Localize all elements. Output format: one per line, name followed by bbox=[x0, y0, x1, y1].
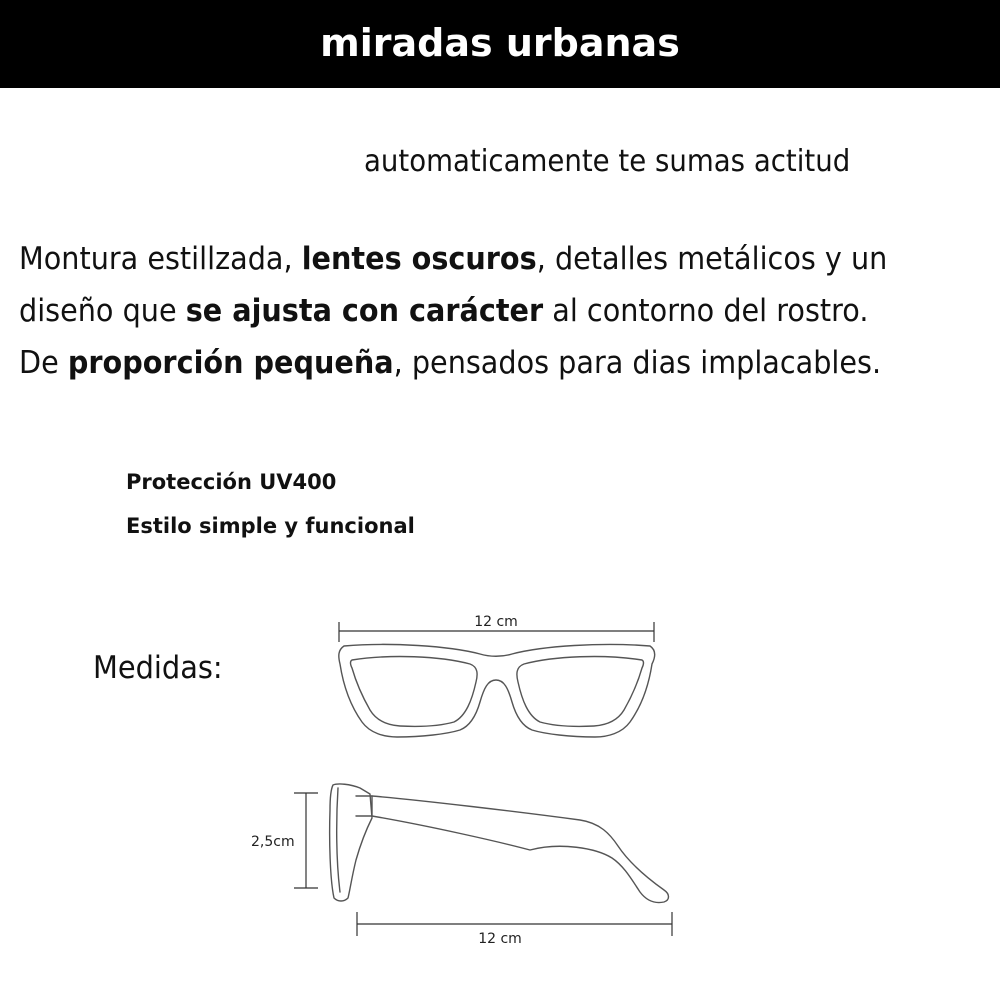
description-line-1 bbox=[19, 233, 935, 285]
side-length-label: 12 cm bbox=[478, 931, 522, 947]
side-length-dimension bbox=[357, 912, 672, 936]
measurements-label: Medidas: bbox=[93, 650, 223, 686]
feature-list bbox=[126, 460, 415, 548]
text-run: al contorno del rostro. bbox=[543, 293, 869, 329]
glasses-side-icon bbox=[330, 784, 669, 903]
description-line-2 bbox=[19, 285, 935, 337]
bold-run: lentes oscuros bbox=[301, 241, 537, 277]
bold-run: se ajusta con carácter bbox=[185, 293, 544, 329]
glasses-front-icon bbox=[339, 644, 655, 737]
front-width-label: 12 cm bbox=[474, 614, 518, 630]
bold-run: proporción pequeña bbox=[67, 345, 394, 381]
side-height-dimension bbox=[294, 793, 318, 888]
feature-uv400: Protección UV400 bbox=[126, 470, 337, 494]
description-line-3 bbox=[19, 337, 935, 389]
front-width-dimension bbox=[339, 622, 654, 642]
header-bar bbox=[0, 0, 1000, 88]
tagline: automaticamente te sumas actitud bbox=[364, 144, 851, 179]
feature-style: Estilo simple y funcional bbox=[126, 514, 415, 538]
text-run: diseño que bbox=[19, 293, 186, 329]
text-run: Montura estillzada, bbox=[19, 241, 302, 277]
text-run: De bbox=[19, 345, 68, 381]
text-run: , pensados para dias implacables. bbox=[393, 345, 882, 381]
brand-title: miradas urbanas bbox=[320, 21, 680, 65]
side-height-label: 2,5cm bbox=[251, 834, 295, 850]
product-description bbox=[19, 233, 935, 389]
text-run: , detalles metálicos y un bbox=[536, 241, 888, 277]
